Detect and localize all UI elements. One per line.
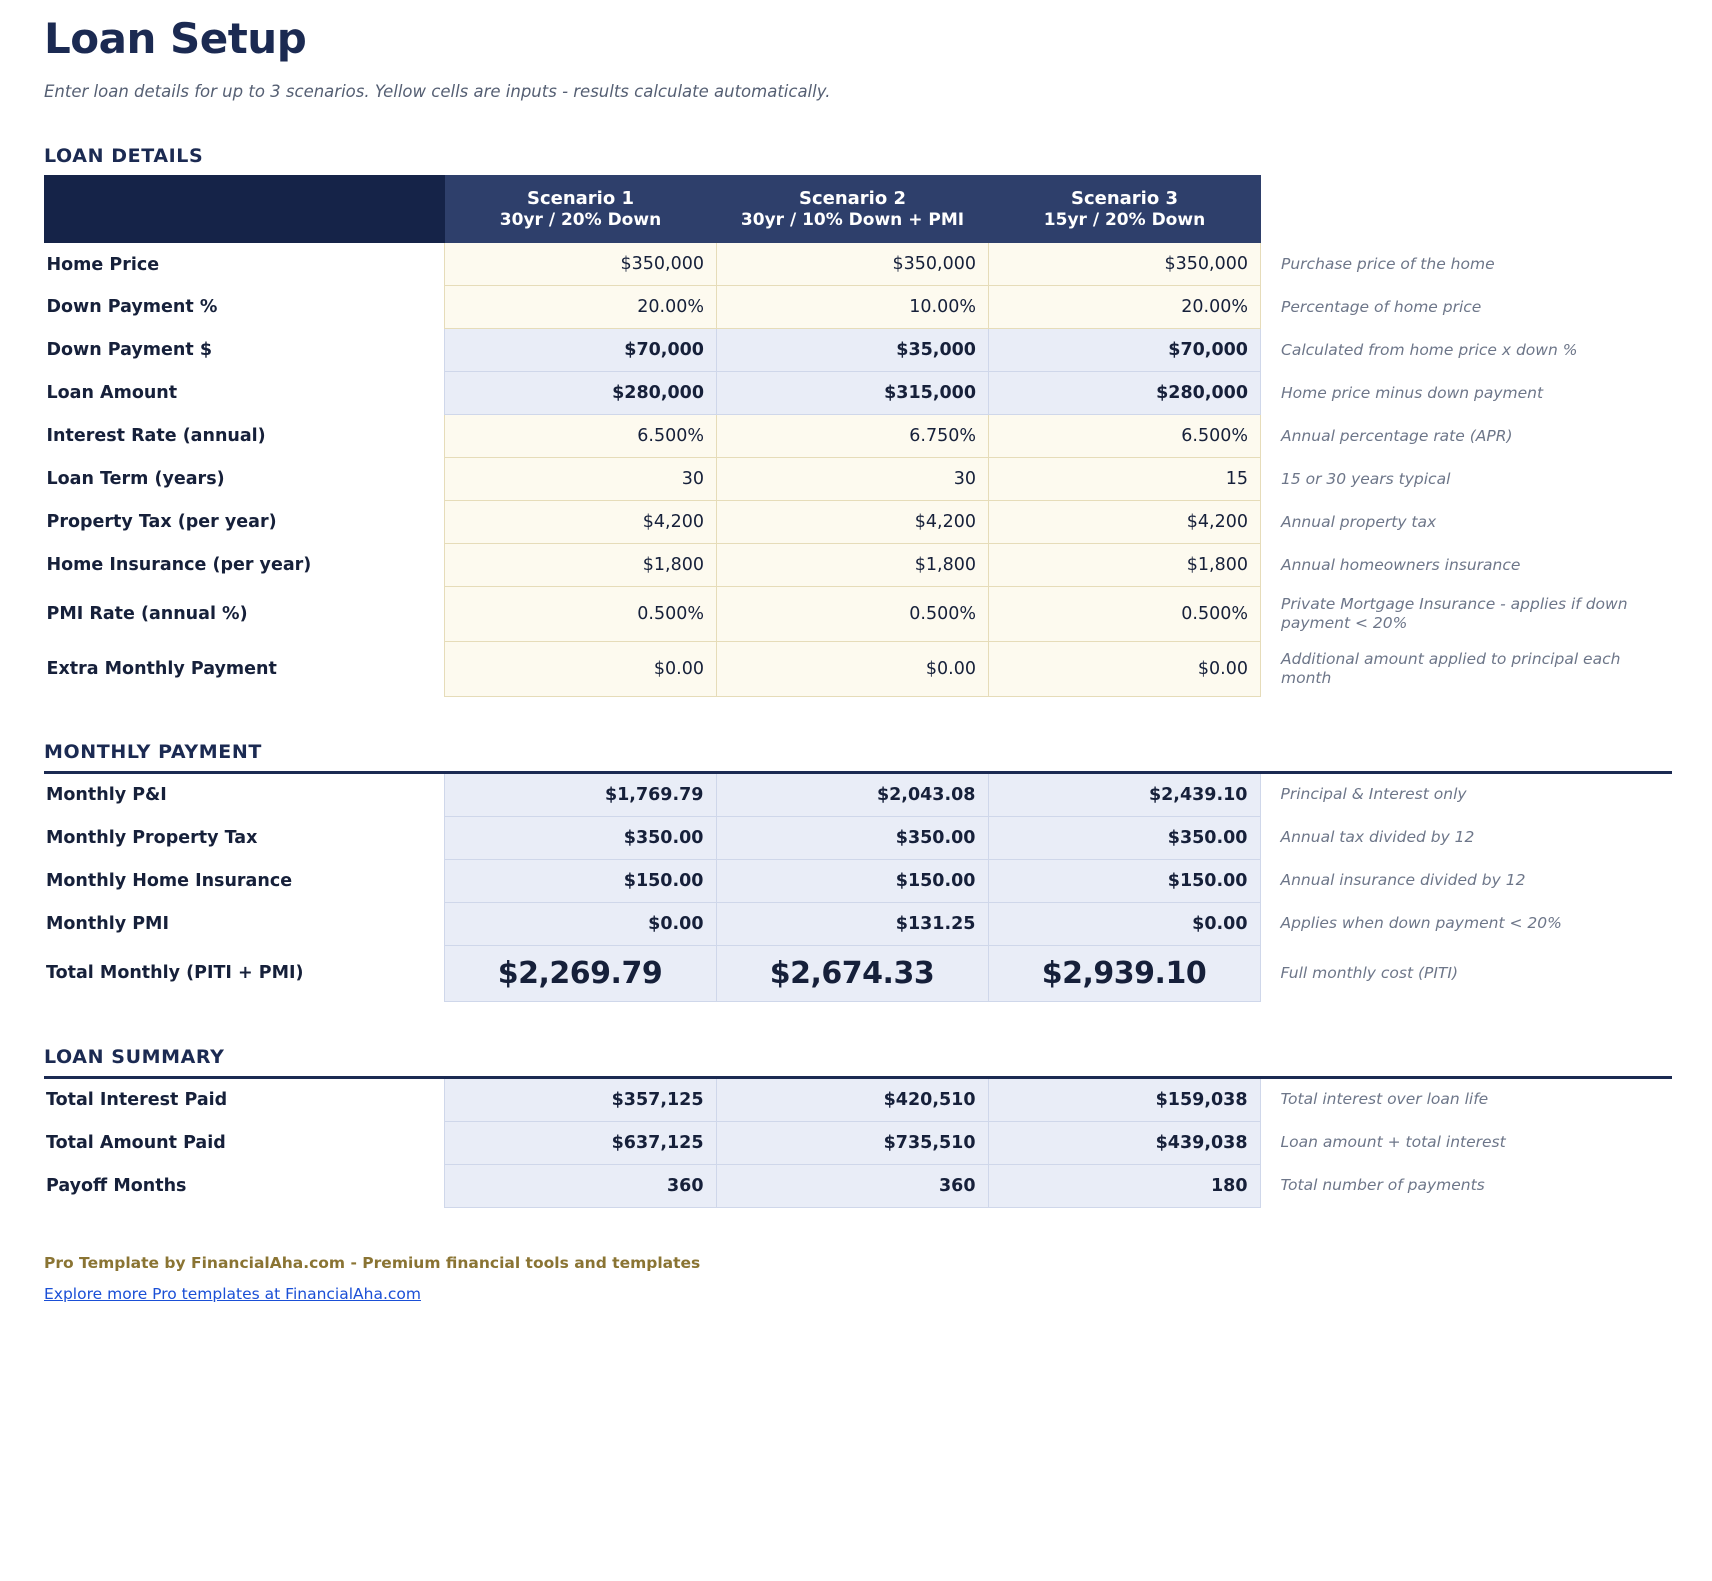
cell-scenario-2[interactable]: $1,800 [717, 544, 989, 587]
cell-scenario-3[interactable]: 6.500% [989, 415, 1261, 458]
scenario-3-name: Scenario 3 [1070, 188, 1178, 210]
cell-scenario-2: $735,510 [716, 1121, 988, 1164]
cell-scenario-2[interactable]: 0.500% [717, 587, 989, 642]
row-label: Property Tax (per year) [46, 512, 277, 533]
cell-scenario-3: $0.00 [988, 902, 1260, 945]
cell-scenario-3[interactable]: 20.00% [989, 286, 1261, 329]
scenario-3-desc: 15yr / 20% Down [1043, 210, 1206, 230]
cell-scenario-1: 360 [444, 1164, 716, 1207]
header-scenario-2 [717, 176, 989, 243]
cell-scenario-3: 180 [988, 1164, 1260, 1207]
row-label: Total Monthly (PITI + PMI) [46, 963, 304, 984]
row-note: Annual insurance divided by 12 [1280, 871, 1526, 890]
row-note: Annual tax divided by 12 [1280, 828, 1475, 847]
row-label: Monthly P&I [44, 772, 444, 816]
cell-scenario-3[interactable]: 15 [989, 458, 1261, 501]
row-label: Home Price [46, 254, 160, 275]
row-label: PMI Rate (annual %) [46, 604, 248, 625]
cell-scenario-1[interactable]: $0.00 [445, 642, 717, 697]
row-label: Interest Rate (annual) [46, 426, 266, 447]
row-label: Total Interest Paid [44, 1077, 444, 1121]
row-note: Private Mortgage Insurance - applies if down payment < 20% [1281, 594, 1628, 633]
table-row [45, 501, 1673, 544]
loan-details-body [45, 243, 1673, 697]
row-label: Home Insurance (per year) [46, 555, 312, 576]
table-row [45, 243, 1673, 286]
table-row [45, 329, 1673, 372]
row-label: Down Payment % [46, 297, 218, 318]
table-row [44, 1077, 1672, 1121]
cell-scenario-1[interactable]: 6.500% [445, 415, 717, 458]
scenario-2-name: Scenario 2 [798, 188, 906, 210]
row-label: Total Amount Paid [46, 1132, 226, 1153]
row-note: Applies when down payment < 20% [1280, 914, 1562, 933]
cell-scenario-1: $357,125 [444, 1077, 716, 1121]
row-label: Monthly Home Insurance [46, 870, 293, 891]
header-scenario-1 [445, 176, 717, 243]
cell-scenario-3: $2,439.10 [988, 772, 1260, 816]
cell-scenario-2: $35,000 [717, 329, 989, 372]
cell-scenario-1: $350.00 [444, 816, 716, 859]
table-row [45, 587, 1673, 642]
cell-scenario-1[interactable]: $4,200 [445, 501, 717, 544]
table-header-row [45, 176, 1673, 243]
row-label: Loan Term (years) [46, 469, 225, 490]
row-label: Down Payment $ [46, 340, 212, 361]
table-row [45, 415, 1673, 458]
cell-scenario-1[interactable]: 30 [445, 458, 717, 501]
cell-scenario-1: $637,125 [444, 1121, 716, 1164]
cell-scenario-3: $70,000 [989, 329, 1261, 372]
cell-scenario-2: 360 [716, 1164, 988, 1207]
cell-scenario-1: $0.00 [444, 902, 716, 945]
scenario-2-desc: 30yr / 10% Down + PMI [740, 210, 965, 230]
table-row [45, 458, 1673, 501]
row-label: Monthly PMI [46, 913, 169, 934]
footer-link[interactable]: Explore more Pro templates at FinancialAha.com [44, 1284, 421, 1303]
header-blank-cell [45, 176, 445, 243]
cell-scenario-2: $2,043.08 [716, 772, 988, 816]
row-note: Annual percentage rate (APR) [1281, 426, 1513, 445]
cell-scenario-1: $150.00 [444, 859, 716, 902]
row-note: Annual property tax [1281, 512, 1437, 531]
section-heading-loan-details: LOAN DETAILS [44, 145, 204, 168]
row-note: Additional amount applied to principal each month [1281, 649, 1621, 688]
scenario-1-name: Scenario 1 [526, 188, 634, 210]
page-subtitle: Enter loan details for up to 3 scenarios. Yellow cells are inputs - results calculate automatically. [44, 82, 831, 102]
row-note: Total number of payments [1280, 1176, 1485, 1195]
cell-scenario-3[interactable]: $4,200 [989, 501, 1261, 544]
footer-note: Pro Template by FinancialAha.com - Premium financial tools and templates [44, 1253, 701, 1272]
loan-summary-table [44, 1076, 1672, 1208]
footer [44, 1254, 1672, 1303]
cell-scenario-2: $150.00 [716, 859, 988, 902]
cell-scenario-2: $2,674.33 [716, 945, 988, 1001]
row-note: Principal & Interest only [1260, 772, 1672, 816]
cell-scenario-3: $2,939.10 [988, 945, 1260, 1001]
table-row [44, 1121, 1672, 1164]
cell-scenario-1: $1,769.79 [444, 772, 716, 816]
cell-scenario-1: $2,269.79 [444, 945, 716, 1001]
row-note: Total interest over loan life [1260, 1077, 1672, 1121]
header-notes-cell [1261, 176, 1673, 243]
row-label: Payoff Months [46, 1175, 187, 1196]
row-note: Purchase price of the home [1281, 254, 1495, 273]
cell-scenario-2: $315,000 [717, 372, 989, 415]
cell-scenario-1[interactable]: 20.00% [445, 286, 717, 329]
table-row-total [44, 945, 1672, 1001]
section-heading-loan-summary: LOAN SUMMARY [44, 1045, 225, 1068]
cell-scenario-2[interactable]: $350,000 [717, 243, 989, 286]
row-note: Percentage of home price [1281, 297, 1482, 316]
cell-scenario-3[interactable]: $350,000 [989, 243, 1261, 286]
row-note: Calculated from home price x down % [1281, 340, 1578, 359]
table-row [44, 816, 1672, 859]
cell-scenario-2[interactable]: 6.750% [717, 415, 989, 458]
section-heading-monthly-payment: MONTHLY PAYMENT [44, 740, 262, 763]
page-title: Loan Setup [44, 14, 307, 63]
cell-scenario-3[interactable]: 0.500% [989, 587, 1261, 642]
row-note: Annual homeowners insurance [1281, 555, 1521, 574]
row-label: Extra Monthly Payment [46, 659, 277, 680]
cell-scenario-1[interactable]: 0.500% [445, 587, 717, 642]
cell-scenario-1[interactable]: $1,800 [445, 544, 717, 587]
cell-scenario-3: $150.00 [988, 859, 1260, 902]
table-row [45, 286, 1673, 329]
cell-scenario-2: $350.00 [716, 816, 988, 859]
cell-scenario-2: $420,510 [716, 1077, 988, 1121]
cell-scenario-1[interactable]: $350,000 [445, 243, 717, 286]
loan-details-table [44, 175, 1673, 697]
row-note: 15 or 30 years typical [1281, 469, 1451, 488]
row-note: Full monthly cost (PITI) [1280, 963, 1459, 982]
cell-scenario-2: $131.25 [716, 902, 988, 945]
cell-scenario-3: $159,038 [988, 1077, 1260, 1121]
cell-scenario-3: $280,000 [989, 372, 1261, 415]
cell-scenario-3: $350.00 [988, 816, 1260, 859]
monthly-payment-body [44, 772, 1672, 1001]
cell-scenario-3: $439,038 [988, 1121, 1260, 1164]
cell-scenario-1: $280,000 [445, 372, 717, 415]
header-scenario-3 [989, 176, 1261, 243]
cell-scenario-2[interactable]: 30 [717, 458, 989, 501]
cell-scenario-2[interactable]: $0.00 [717, 642, 989, 697]
table-row [44, 772, 1672, 816]
cell-scenario-3[interactable]: $0.00 [989, 642, 1261, 697]
table-row [44, 859, 1672, 902]
row-note: Home price minus down payment [1281, 383, 1544, 402]
table-row [44, 1164, 1672, 1207]
loan-summary-body [44, 1077, 1672, 1207]
cell-scenario-2[interactable]: 10.00% [717, 286, 989, 329]
row-label: Monthly Property Tax [46, 827, 258, 848]
cell-scenario-1: $70,000 [445, 329, 717, 372]
cell-scenario-2[interactable]: $4,200 [717, 501, 989, 544]
table-row [44, 902, 1672, 945]
table-row [45, 372, 1673, 415]
scenario-1-desc: 30yr / 20% Down [499, 210, 662, 230]
monthly-payment-table [44, 771, 1672, 1002]
row-note: Loan amount + total interest [1280, 1133, 1506, 1152]
cell-scenario-3[interactable]: $1,800 [989, 544, 1261, 587]
table-row [45, 544, 1673, 587]
table-row [45, 642, 1673, 697]
row-label: Loan Amount [46, 383, 178, 404]
